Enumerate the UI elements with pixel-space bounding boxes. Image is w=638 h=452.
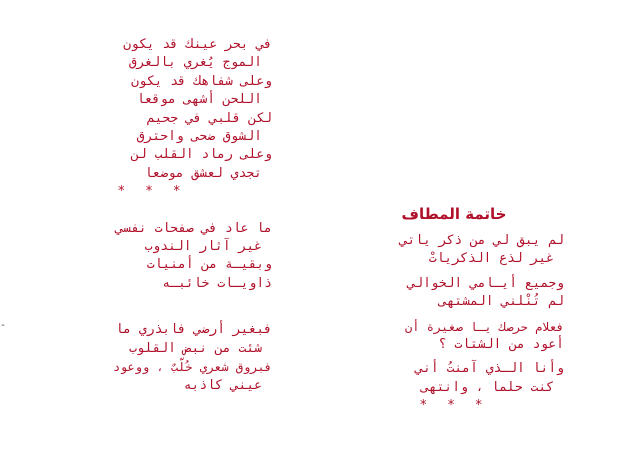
closing-stars: * * *: [419, 398, 489, 414]
poem-line: كنت حلما ، وانتهى: [420, 379, 554, 395]
poem-line: لكن قلبي في جحيم: [146, 110, 272, 126]
poem-line: فعلام حرصك يـا صغيرة أن: [405, 319, 564, 334]
poem-line: فبروق شعري خُلّبٌ ، ووعود: [113, 360, 272, 375]
poem-line: غير آثار الندوب: [144, 239, 262, 255]
poem-line: في بحر عينك قد يكون: [123, 37, 272, 52]
page-edge-mark: -: [0, 320, 7, 331]
poem-line: تجدي لعشق موضعا: [144, 165, 262, 181]
poem-line: لم تُنْلني المشتهى: [438, 294, 564, 310]
poem-line: الشوق ضحى واحترق: [136, 129, 262, 145]
poem-line: الموج يُغري بالغرق: [128, 55, 262, 71]
poem-left-column: [32, 36, 272, 395]
poem-line: ذاويـات خائبـه: [162, 275, 272, 291]
poem-line: عيني كاذبه: [183, 377, 262, 393]
poem-right-column: [344, 204, 564, 416]
poem-line: وعلى رماد القلب لن: [131, 147, 272, 163]
stanza-separator-stars: * * *: [117, 184, 187, 200]
poem-line: شئت من نبض القلوب: [128, 340, 262, 356]
poem-line: اللحن أشهى موقعا: [136, 92, 262, 108]
poem-line: ما عاد في صفحات نفسي: [115, 220, 272, 236]
poem-line: لم يبق لي من ذكر ياتي: [399, 233, 564, 248]
poem-line: وبقيـة من أمنيات: [146, 257, 272, 273]
poem-line: فبغير أرضي فابذري ما: [115, 322, 272, 338]
poem-line: وعلى شفاهك قد يكون: [131, 73, 272, 89]
stanza-gap: [32, 293, 272, 321]
poem-line: أعود من الشتات ؟: [438, 337, 564, 353]
stanza-gap: [32, 202, 272, 220]
poem-title: خاتمة المطاف: [401, 205, 507, 223]
poem-line: وأنا الـذي آمنتُ أني: [415, 361, 564, 377]
poem-line: وجميع أيـامي الخوالي: [407, 275, 564, 291]
poem-line: غير لذع الذكرياتْ: [428, 251, 554, 267]
